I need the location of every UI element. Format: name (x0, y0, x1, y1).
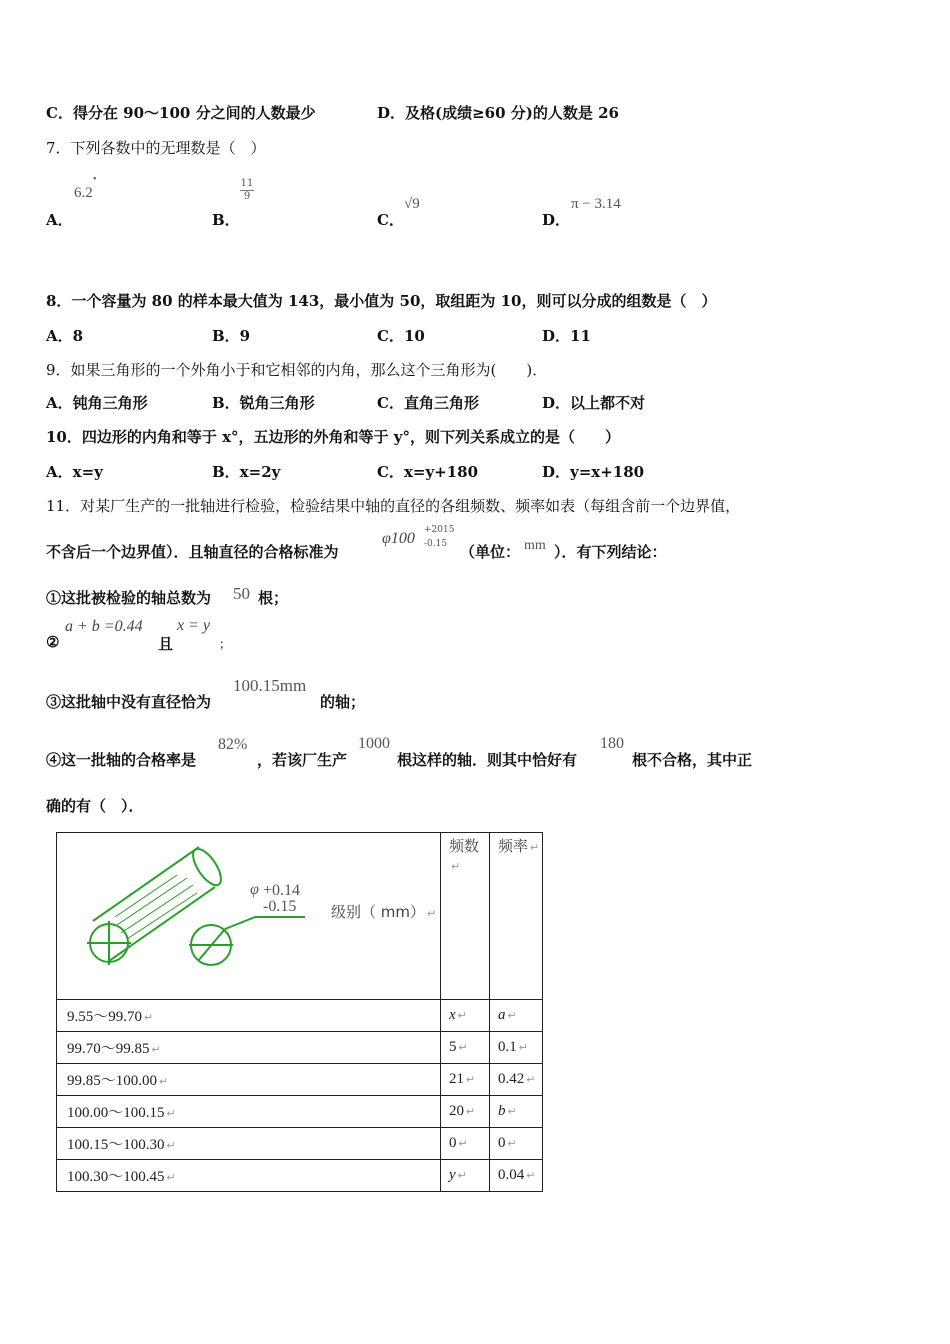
q11-conclusion-1-pre: ①这批被检验的轴总数为 (46, 589, 212, 607)
q8-option-b: B．9 (212, 327, 251, 345)
q8-stem: 8．一个容量为 80 的样本最大值为 143，最小值为 50，取组距为 10，则可以分成的组数是（ ） (46, 292, 717, 310)
row-rate: b ↵ (490, 1096, 543, 1128)
q11-standard-sub: -0.15 (424, 539, 448, 549)
q9-option-c: C．直角三角形 (377, 394, 479, 412)
q11-conclusion-4-bad: 180 (600, 735, 624, 752)
q11-conclusion-3-pre: ③这批轴中没有直径恰为 (46, 693, 212, 711)
tolerance-plus: +0.14 (263, 882, 301, 899)
q11-conclusion-4-mid2: 根这样的轴．则其中恰好有 (397, 751, 578, 769)
q7-option-d-label: D． (542, 211, 571, 229)
row-frequency: 0 ↵ (441, 1128, 490, 1160)
q6-option-d: D．及格(成绩≥60 分)的人数是 26 (377, 104, 619, 122)
q7-option-c-label: C． (377, 211, 404, 229)
q11-conclusion-2-eq2: x = y (177, 617, 210, 634)
row-rate: a ↵ (490, 1000, 543, 1032)
row-range: 100.15～100.30 ↵ (57, 1128, 441, 1160)
row-range: 99.70～99.85 ↵ (57, 1032, 441, 1064)
row-rate: 0.42 ↵ (490, 1064, 543, 1096)
q11-standard: φ100 (382, 530, 415, 547)
q8-option-c: C．10 (377, 327, 425, 345)
row-range: 9.55～99.70 ↵ (57, 1000, 441, 1032)
fraction-numerator: 11 (240, 178, 254, 189)
row-rate: 0.1 ↵ (490, 1032, 543, 1064)
row-frequency: y ↵ (441, 1160, 490, 1192)
row-range: 100.00～100.15 ↵ (57, 1096, 441, 1128)
header-rate: 频率 ↵ (490, 833, 543, 1000)
q11-standard-sup: +2015 (424, 525, 455, 535)
q11-conclusion-1-number: 50 (233, 584, 250, 603)
table-header-row (57, 833, 543, 1000)
q9-option-b: B．锐角三角形 (212, 394, 315, 412)
q11-conclusion-3-value: 100.15mm (233, 676, 307, 695)
shaft-section-icon (189, 917, 305, 965)
q10-option-b: B．x=2y (212, 463, 281, 481)
table-row (57, 1128, 543, 1160)
q7-option-d-value: π − 3.14 (571, 196, 621, 212)
q11-unit: mm (524, 538, 546, 553)
row-frequency: 5 ↵ (441, 1032, 490, 1064)
fraction-denominator: 9 (243, 191, 251, 202)
table-row (57, 1160, 543, 1192)
q10-option-c: C．x=y+180 (377, 463, 479, 481)
q7-option-a-label: A． (46, 211, 73, 229)
tolerance-phi: φ (250, 881, 259, 898)
row-frequency: x ↵ (441, 1000, 490, 1032)
q8-option-d: D．11 (542, 327, 591, 345)
q11-conclusion-4-total: 1000 (358, 735, 390, 752)
q11-conclusion-3-post: 的轴； (320, 693, 366, 711)
q7-option-b-fraction (237, 178, 257, 202)
table-row (57, 1064, 543, 1096)
repeating-dot: • (93, 174, 97, 185)
q11-conclusion-2-end: ； (219, 637, 232, 651)
row-range: 99.85～100.00 ↵ (57, 1064, 441, 1096)
q7-stem: 7．下列各数中的无理数是（ ） (46, 139, 266, 157)
q11-conclusion-4-mid1: ，若该厂生产 (257, 751, 348, 769)
q11-conclusion-4-pre: ④这一批轴的合格率是 (46, 751, 197, 769)
q11-conclusion-2-marker: ② (46, 633, 60, 651)
row-range: 100.30～100.45 ↵ (57, 1160, 441, 1192)
q7-option-a-value: 6.2 • (74, 174, 97, 201)
shaft-cylinder-icon (87, 845, 226, 965)
q10-stem: 10．四边形的内角和等于 x°，五边形的外角和等于 y°，则下列关系成立的是（ ） (46, 428, 620, 446)
diagram-cell (57, 833, 441, 1000)
table-row (57, 1000, 543, 1032)
q11-question-end: 确的有（ ）． (46, 797, 144, 815)
table-row (57, 1096, 543, 1128)
grade-label: 级别（ mm） ↵ (331, 903, 437, 921)
row-rate: 0.04 ↵ (490, 1160, 543, 1192)
q8-option-a: A．8 (46, 327, 84, 345)
q9-stem: 9．如果三角形的一个外角小于和它相邻的内角，那么这个三角形为( )． (46, 361, 548, 379)
q11-stem-line2-mid: （单位： (460, 543, 521, 561)
frequency-table (56, 832, 543, 1192)
tolerance-minus: -0.15 (263, 898, 297, 915)
q11-conclusion-2-eq1: a + b =0.44 (65, 618, 143, 635)
q11-conclusion-4-post: 根不合格，其中正 (632, 751, 753, 769)
q11-stem-line1: 11．对某厂生产的一批轴进行检验，检验结果中轴的直径的各组频数、频率如表（每组含前一个边界值， (46, 497, 741, 515)
row-frequency: 20 ↵ (441, 1096, 490, 1128)
q10-option-d: D．y=x+180 (542, 463, 645, 481)
row-rate: 0 ↵ (490, 1128, 543, 1160)
q10-option-a: A．x=y (46, 463, 103, 481)
header-frequency: 频数↵ (441, 833, 490, 1000)
q7-option-b-label: B． (212, 211, 240, 229)
q9-option-a: A．钝角三角形 (46, 394, 148, 412)
table-row (57, 1032, 543, 1064)
q11-conclusion-4-rate: 82% (218, 736, 248, 753)
q11-conclusion-2-and: 且 (158, 635, 174, 653)
q11-conclusion-1-post: 根； (258, 589, 289, 607)
q7-option-c-value: √9 (404, 196, 420, 212)
q11-stem-line2-post: ）．有下列结论： (554, 543, 667, 561)
q11-stem-line2-pre: 不含后一个边界值）．且轴直径的合格标准为 (46, 543, 339, 561)
row-frequency: 21 ↵ (441, 1064, 490, 1096)
q9-option-d: D．以上都不对 (542, 394, 646, 412)
q6-option-c: C．得分在 90～100 分之间的人数最少 (46, 104, 316, 122)
